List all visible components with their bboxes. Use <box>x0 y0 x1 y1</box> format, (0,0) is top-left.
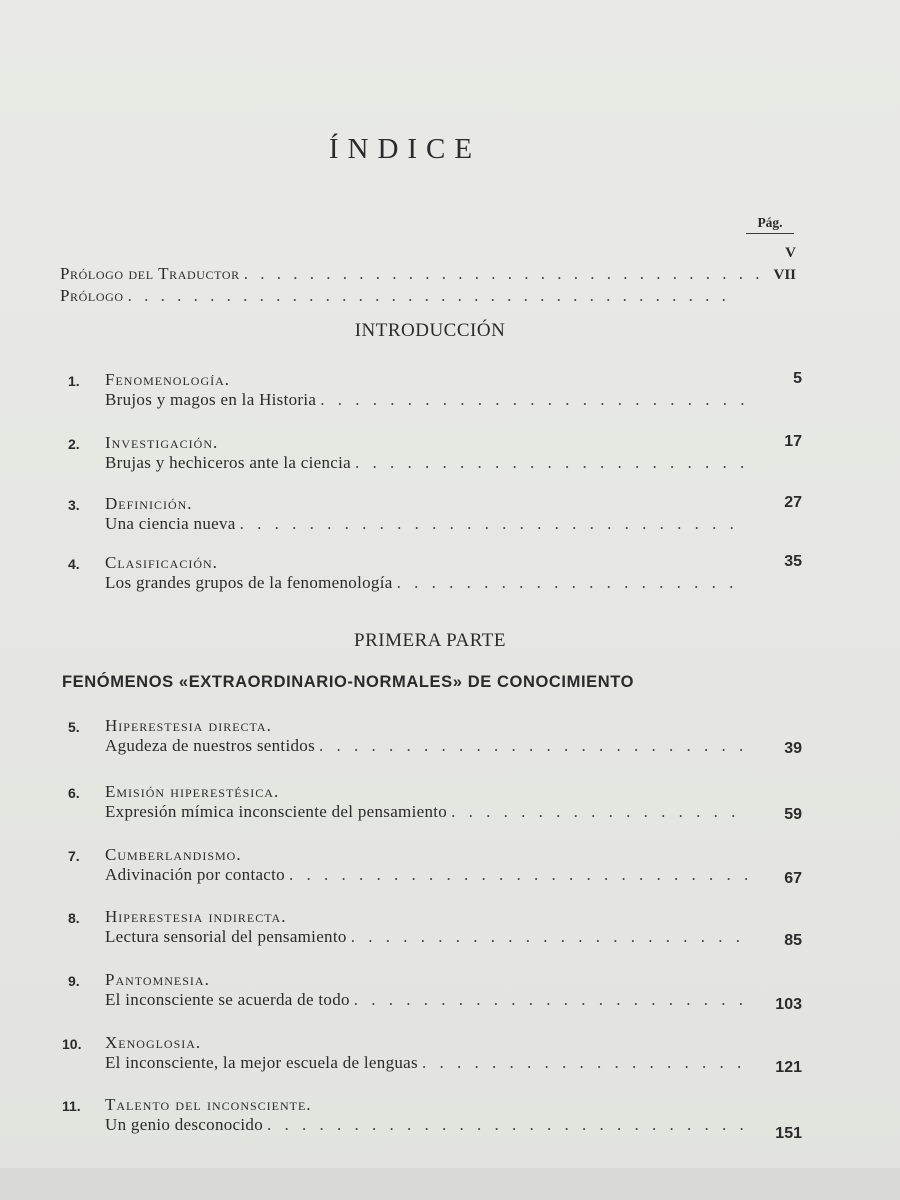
leader-dots <box>244 264 770 284</box>
entry-number: 6. <box>68 785 80 801</box>
part-one-heading: PRIMERA PARTE <box>354 630 506 651</box>
entry-heading: Emisión hiperestésica. <box>105 782 280 801</box>
entry-page-number: 35 <box>784 553 802 570</box>
introduction-heading: INTRODUCCIÓN <box>354 320 506 341</box>
leader-dots <box>351 927 747 947</box>
entry-number: 7. <box>68 848 80 864</box>
entry-subtitle-row <box>105 573 747 593</box>
entry-subtitle: Brujos y magos en la Historia <box>105 390 317 409</box>
entry-number: 8. <box>68 910 80 926</box>
part-one-title: FENÓMENOS «EXTRAORDINARIO-NORMALES» DE CONOCIMIENTO <box>62 673 635 691</box>
leader-dots <box>451 802 747 822</box>
entry-heading: Investigación. <box>105 433 219 452</box>
entry-subtitle-row <box>105 927 747 947</box>
leader-dots <box>319 736 747 756</box>
entry-page-number: 85 <box>784 932 802 949</box>
entry-number: 1. <box>68 373 80 389</box>
leader-dots <box>397 573 747 593</box>
front-matter-label: Prólogo del Traductor <box>60 264 240 283</box>
leader-dots <box>354 990 747 1010</box>
entry-page-number: 67 <box>784 870 802 887</box>
entry-subtitle: Los grandes grupos de la fenomenología <box>105 573 393 592</box>
entry-subtitle-row <box>105 1115 747 1135</box>
entry-page-number: 5 <box>793 370 802 387</box>
leader-dots <box>128 286 726 306</box>
leader-dots <box>289 865 747 885</box>
entry-subtitle: Un genio desconocido <box>105 1115 264 1134</box>
entry-subtitle: El inconsciente, la mejor escuela de lenguas <box>105 1053 418 1072</box>
entry-subtitle-row <box>105 865 747 885</box>
front-matter-page-1: V <box>785 245 796 261</box>
front-matter-row-prologue <box>60 286 730 306</box>
entry-subtitle: Lectura sensorial del pensamiento <box>105 927 347 946</box>
entry-heading: Fenomenología. <box>105 370 231 389</box>
entry-heading: Talento del inconsciente. <box>105 1095 312 1114</box>
leader-dots <box>355 453 747 473</box>
entry-page-number: 103 <box>775 996 802 1013</box>
page-column-label: Pág. <box>746 215 794 234</box>
entry-subtitle: Brujas y hechiceros ante la ciencia <box>105 453 352 472</box>
entry-subtitle: Adivinación por contacto <box>105 865 285 884</box>
entry-heading: Pantomnesia. <box>105 970 210 989</box>
entry-number: 2. <box>68 436 80 452</box>
entry-page-number: 59 <box>784 806 802 823</box>
entry-subtitle-row <box>105 990 747 1010</box>
entry-heading: Clasificación. <box>105 553 218 572</box>
entry-number: 10. <box>62 1036 82 1052</box>
entry-number: 4. <box>68 556 80 572</box>
entry-subtitle: El inconsciente se acuerda de todo <box>105 990 350 1009</box>
entry-subtitle-row <box>105 802 747 822</box>
entry-subtitle-row <box>105 1053 747 1073</box>
front-matter-page: VII <box>773 267 796 283</box>
leader-dots <box>267 1115 747 1135</box>
entry-heading: Hiperestesia directa. <box>105 716 272 735</box>
entry-number: 5. <box>68 719 80 735</box>
entry-subtitle: Agudeza de nuestros sentidos <box>105 736 315 755</box>
front-matter-label: Prólogo <box>60 286 124 305</box>
entry-subtitle-row <box>105 514 747 534</box>
entry-page-number: 27 <box>784 494 802 511</box>
entry-subtitle-row <box>105 736 747 756</box>
entry-number: 9. <box>68 973 80 989</box>
entry-subtitle-row <box>105 453 747 473</box>
entry-heading: Xenoglosia. <box>105 1033 202 1052</box>
entry-heading: Hiperestesia indirecta. <box>105 907 287 926</box>
entry-heading: Definición. <box>105 494 193 513</box>
index-title: ÍNDICE <box>328 133 482 165</box>
entry-number: 11. <box>62 1098 81 1114</box>
entry-heading: Cumberlandismo. <box>105 845 242 864</box>
entry-number: 3. <box>68 497 80 513</box>
entry-page-number: 39 <box>784 740 802 757</box>
front-matter-row-translator <box>60 264 796 284</box>
entry-page-number: 17 <box>784 433 802 450</box>
leader-dots <box>422 1053 747 1073</box>
entry-page-number: 151 <box>775 1125 802 1142</box>
leader-dots <box>240 514 747 534</box>
entry-subtitle-row <box>105 390 747 410</box>
entry-page-number: 121 <box>775 1059 802 1076</box>
page-bottom-edge <box>0 1168 900 1200</box>
entry-subtitle: Expresión mímica inconsciente del pensamiento <box>105 802 448 821</box>
leader-dots <box>320 390 747 410</box>
entry-subtitle: Una ciencia nueva <box>105 514 236 533</box>
